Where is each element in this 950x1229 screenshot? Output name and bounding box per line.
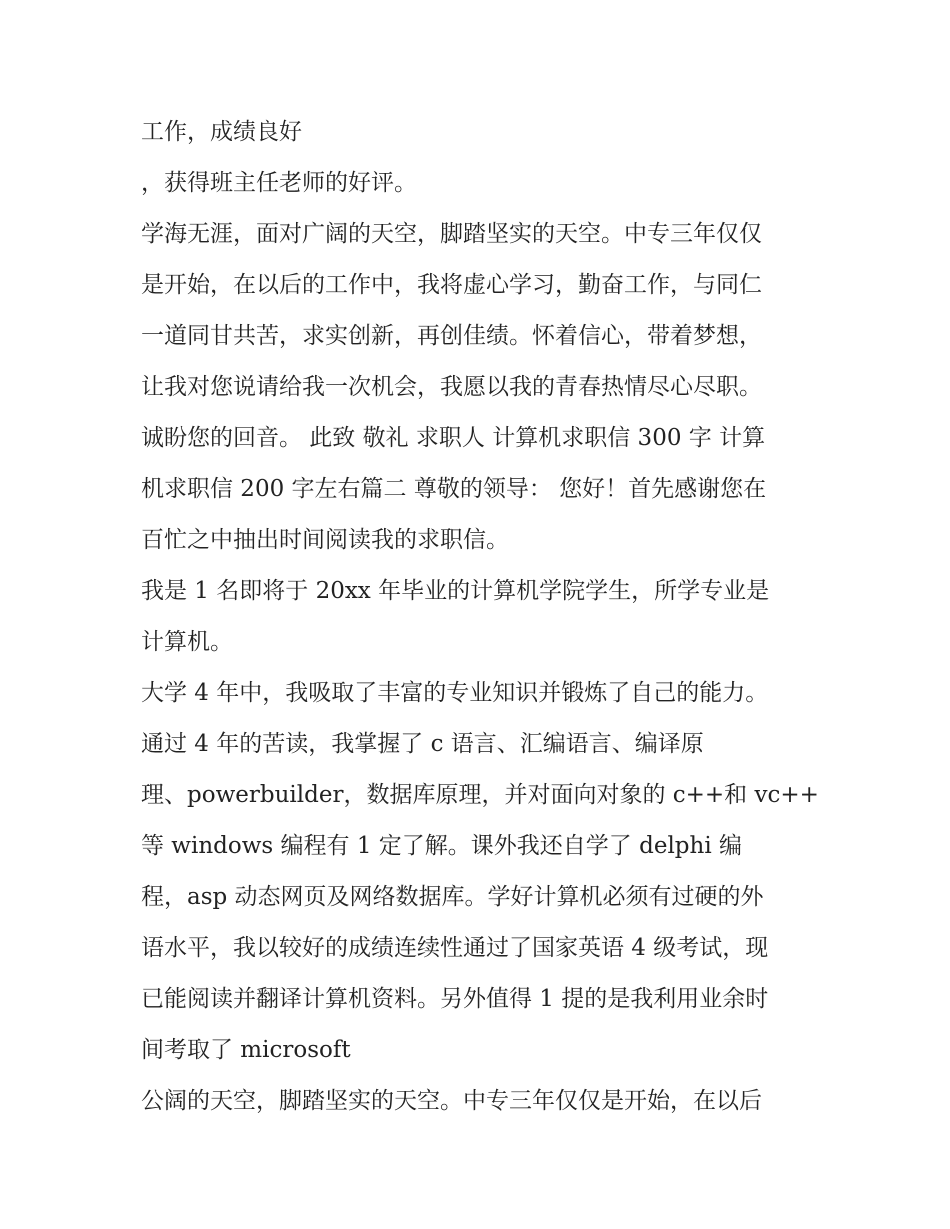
- text-line: 诚盼您的回音。 此致 敬礼 求职人 计算机求职信 300 字 计算: [141, 425, 766, 451]
- text-line: 已能阅读并翻译计算机资料。另外值得 1 提的是我利用业余时: [141, 986, 769, 1012]
- text-line: 大学 4 年中，我吸取了丰富的专业知识并锻炼了自己的能力。: [141, 680, 769, 706]
- text-line: 是开始，在以后的工作中，我将虚心学习，勤奋工作，与同仁: [141, 272, 762, 298]
- text-line: 一道同甘共苦，求实创新，再创佳绩。怀着信心，带着梦想，: [141, 323, 762, 349]
- text-line: 语水平，我以较好的成绩连续性通过了国家英语 4 级考试，现: [141, 935, 769, 961]
- text-line: 间考取了 microsoft: [141, 1037, 351, 1063]
- text-line: 计算机。: [141, 629, 233, 655]
- text-line: 百忙之中抽出时间阅读我的求职信。: [141, 527, 509, 553]
- text-line: 机求职信 200 字左右篇二 尊敬的领导： 您好！首先感谢您在: [141, 476, 767, 502]
- text-line: 程，asp 动态网页及网络数据库。学好计算机必须有过硬的外: [141, 884, 764, 910]
- text-line: ，获得班主任老师的好评。: [141, 170, 417, 196]
- text-line: 工作，成绩良好: [141, 119, 302, 145]
- text-line: 我是 1 名即将于 20xx 年毕业的计算机学院学生，所学专业是: [141, 578, 770, 604]
- text-line: 理、powerbuilder，数据库原理，并对面向对象的 c++和 vc++: [141, 782, 819, 808]
- text-line: 学海无涯，面对广阔的天空，脚踏坚实的天空。中专三年仅仅: [141, 221, 762, 247]
- text-line: 通过 4 年的苦读，我掌握了 c 语言、汇编语言、编译原: [141, 731, 704, 757]
- text-line: 让我对您说请给我一次机会，我愿以我的青春热情尽心尽职。: [141, 374, 762, 400]
- document-body: [141, 107, 821, 1127]
- text-line: 公阔的天空，脚踏坚实的天空。中专三年仅仅是开始，在以后: [141, 1088, 762, 1114]
- text-line: 等 windows 编程有 1 定了解。课外我还自学了 delphi 编: [141, 833, 742, 859]
